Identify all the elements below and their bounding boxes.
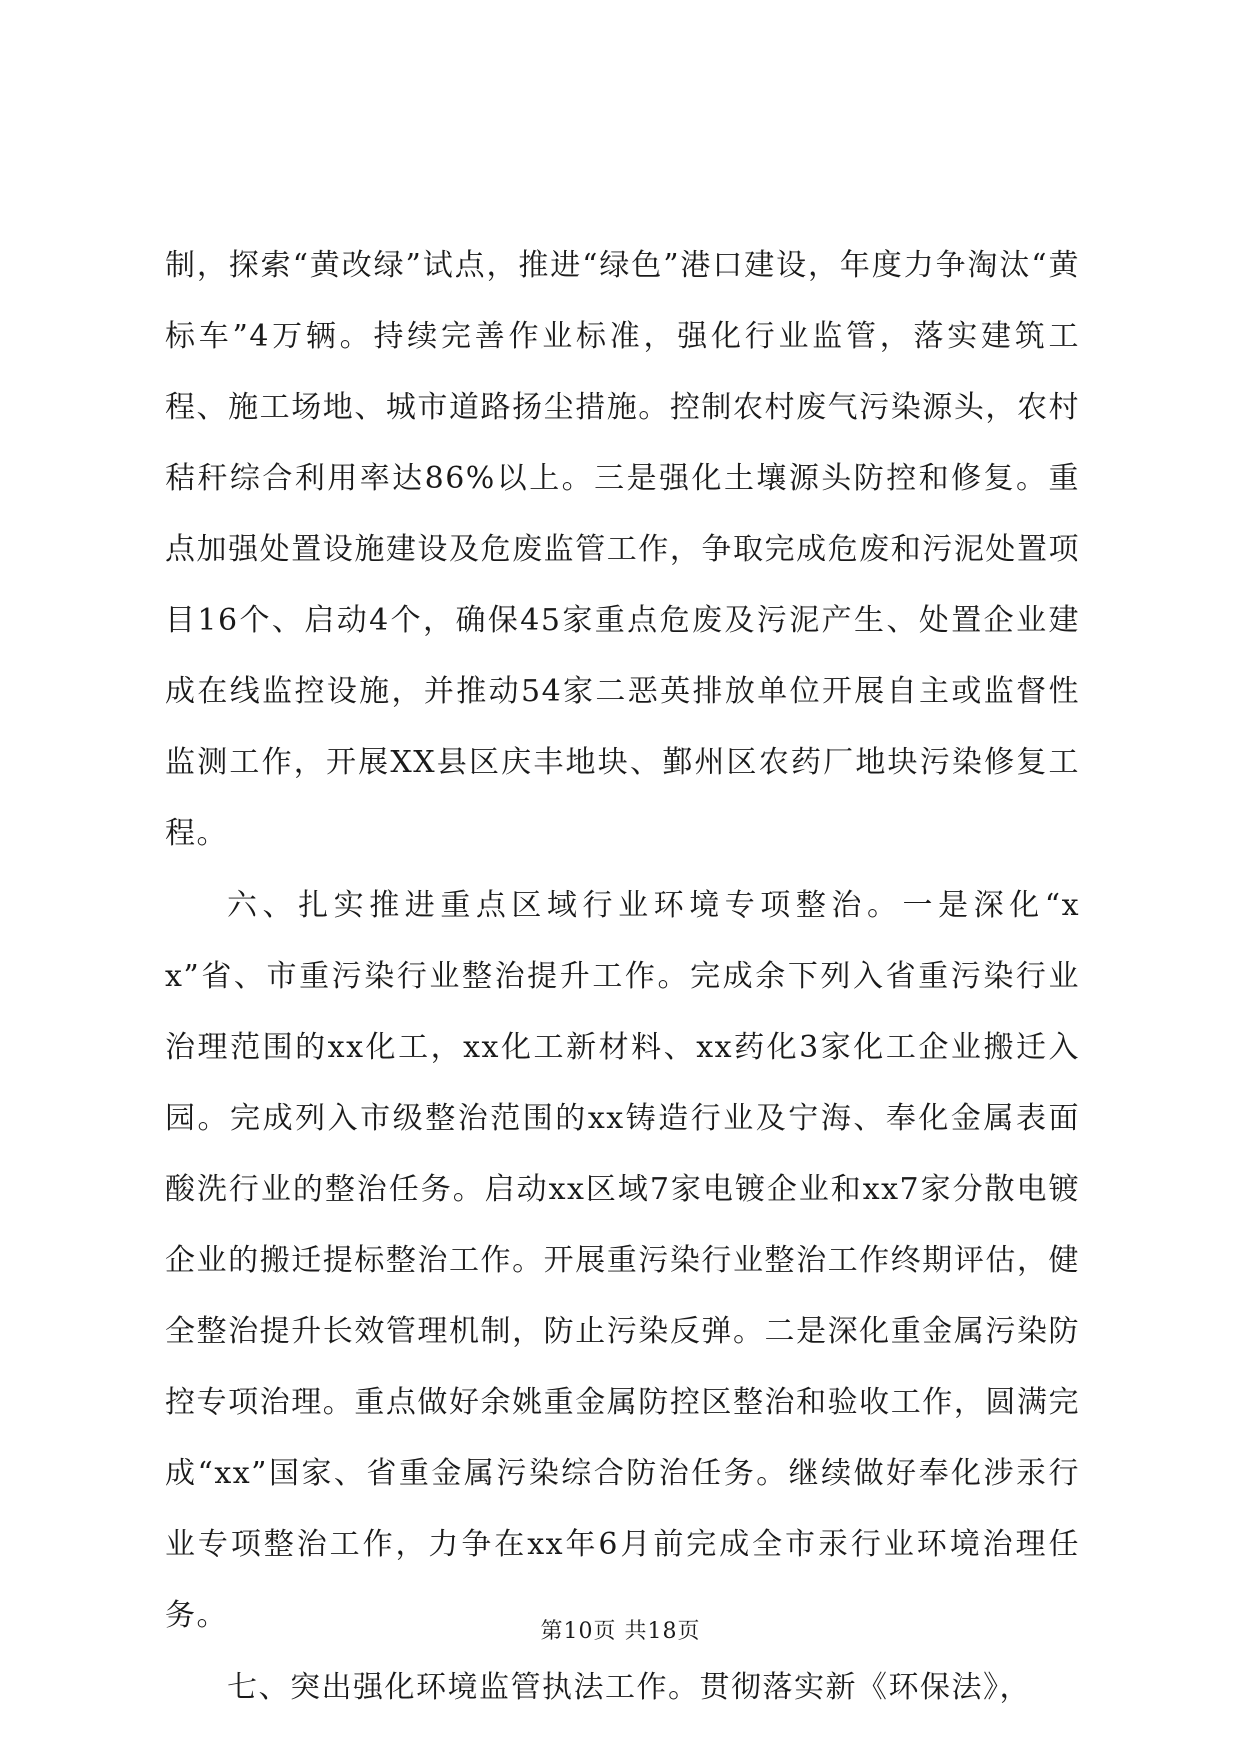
paragraph-section-six: 六、扎实推进重点区域行业环境专项整治。一是深化“xx”省、市重污染行业整治提升工作。完成余下列入省重污染行业治理范围的xx化工，xx化工新材料、xx药化3家化工企业搬迁入园。完成列入市级整治范围的xx铸造行业及宁海、奉化金属表面酸洗行业的整治任务。启动xx区域7家电镀企业和xx7家分散电镀企业的搬迁提标整治工作。开展重污染行业整治工作终期评估，健全整治提升长效管理机制，防止污染反弹。二是深化重金属污染防控专项治理。重点做好余姚重金属防控区整治和验收工作，圆满完成“xx”国家、省重金属污染综合防治任务。继续做好奉化涉汞行业专项整治工作，力争在xx年6月前完成全市汞行业环境治理任务。 [165, 888, 1080, 1633]
page-number-footer: 第10页 共18页 [540, 1619, 701, 1644]
paragraph-continued: 制，探索“黄改绿”试点，推进“绿色”港口建设，年度力争淘汰“黄标车”4万辆。持续完善作业标准，强化行业监管，落实建筑工程、施工场地、城市道路扬尘措施。控制农村废气污染源头，农村秸秆综合利用率达86%以上。三是强化土壤源头防控和修复。重点加强处置设施建设及危废监管工作，争取完成危废和污泥处置项目16个、启动4个，确保45家重点危废及污泥产生、处置企业建成在线监控设施，并推动54家二恶英排放单位开展自主或监督性监测工作，开展XX县区庆丰地块、鄞州区农药厂地块污染修复工程。 [165, 248, 1080, 851]
document-body [165, 230, 1080, 1723]
paragraph-section-seven: 七、突出强化环境监管执法工作。贯彻落实新《环保法》， [227, 1670, 1031, 1705]
